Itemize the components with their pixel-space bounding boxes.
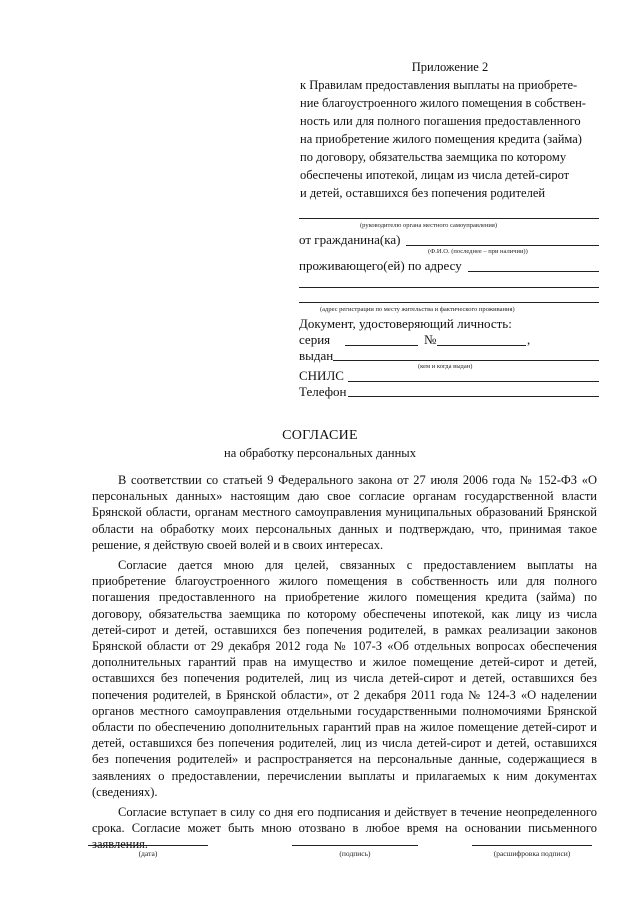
document-subtitle: на обработку персональных данных [224, 446, 416, 460]
number-input-line[interactable] [437, 345, 526, 346]
appendix-line: к Правилам предоставления выплаты на приобрете- [300, 78, 578, 92]
series-label: серия [299, 332, 331, 347]
number-comma: , [527, 332, 531, 347]
signature-caption: (подпись) [339, 849, 371, 858]
appendix-line: ние благоустроенного жилого помещения в собствен- [300, 96, 586, 110]
consent-body [92, 472, 597, 857]
appendix-line: на приобретение жилого помещения кредита (займа) [300, 132, 582, 146]
head-caption: (руководителю органа местного самоуправления) [360, 222, 498, 229]
phone-label: Телефон [299, 384, 347, 399]
issued-input-line[interactable] [333, 360, 599, 361]
date-caption: (дата) [138, 849, 158, 858]
issued-caption: (кем и когда выдан) [418, 363, 473, 370]
document-label: Документ, удостоверяющий личность: [299, 316, 512, 331]
signature-line[interactable] [292, 845, 418, 846]
snils-input-line[interactable] [348, 381, 599, 382]
appendix-line: ность или для полного погашения предоставленного [300, 114, 581, 128]
appendix-line: обеспечены ипотекой, лицам из числа детей-сирот [300, 168, 570, 182]
address-label: проживающего(ей) по адресу [299, 258, 462, 273]
phone-input-line[interactable] [348, 396, 599, 397]
head-line[interactable] [299, 218, 599, 219]
decode-line[interactable] [472, 845, 592, 846]
address-line-2[interactable] [299, 287, 599, 288]
series-input-line[interactable] [345, 345, 418, 346]
paragraph: В соответствии со статьей 9 Федерального закона от 27 июля 2006 года № 152-ФЗ «О персональных данных» настоящим даю свое согласие органам государственной власти Брянской области, органам местного самоуправления муниципальных образований Брянской области на обработку моих персональных данных и подтверждаю, что, принимая такое решение, я действую своей волей и в своих интересах. [92, 473, 597, 552]
address-line-3[interactable] [299, 302, 599, 303]
appendix-line: и детей, оставшихся без попечения родителей [300, 186, 546, 200]
issued-label: выдан [299, 348, 334, 363]
decode-caption: (расшифровка подписи) [493, 849, 571, 858]
paragraph: Согласие вступает в силу со дня его подписания и действует в течение неопределенного срока. Согласие может быть мною отозвано в любое время на основании письменного заявления. [92, 805, 597, 852]
paragraph: Согласие дается мною для целей, связанных с предоставлением выплаты на приобретение благоустроенного жилого помещения в собственность или для полного погашения предоставленного на приобретение жилого помещения кредита (займа) по договору, обязательства заемщика по которому обеспечены ипотекой, как лицу из числа детей-сирот и детей, оставшихся без попечения родителей, в рамках реализации законов Брянской области от 29 декабря 2012 года № 107-З «Об отдельных вопросах обеспечения дополнительных гарантий прав на имущество и жилое помещение детей-сирот и детей, оставшихся без попечения родителей, лиц из числа детей-сирот и детей, оставшихся без попечения родителей, в Брянской области», от 2 декабря 2011 года № 124-З «О наделении органов местного самоуправления отдельными государственными полномочиями Брянской области по обеспечению дополнительных гарантий прав на жилое помещение детей-сирот и детей, оставшихся без попечения родителей, лиц из числа детей-сирот и детей, оставшихся без попечения родителей» и распространяется на персональные данные, содержащиеся в заявлениях о предоставлении, перечислении выплаты и прилагаемых к ним документах (сведениях). [92, 558, 597, 799]
appendix-block [300, 58, 600, 202]
issued-field [299, 348, 599, 364]
fio-caption: (Ф.И.О. (последнее – при наличии)) [428, 248, 528, 255]
from-input-line[interactable] [406, 245, 599, 246]
appendix-line: по договору, обязательства заемщика по которому [300, 150, 567, 164]
snils-label: СНИЛС [299, 368, 344, 383]
phone-field [299, 384, 599, 400]
document-title: СОГЛАСИЕ [282, 428, 358, 443]
appendix-title: Приложение 2 [411, 60, 489, 74]
from-label: от гражданина(ка) [299, 232, 401, 247]
address-caption: (адрес регистрации по месту жительства и фактического проживания) [320, 306, 515, 313]
number-label: № [424, 332, 437, 347]
address-input-line[interactable] [468, 271, 599, 272]
date-line[interactable] [88, 845, 208, 846]
